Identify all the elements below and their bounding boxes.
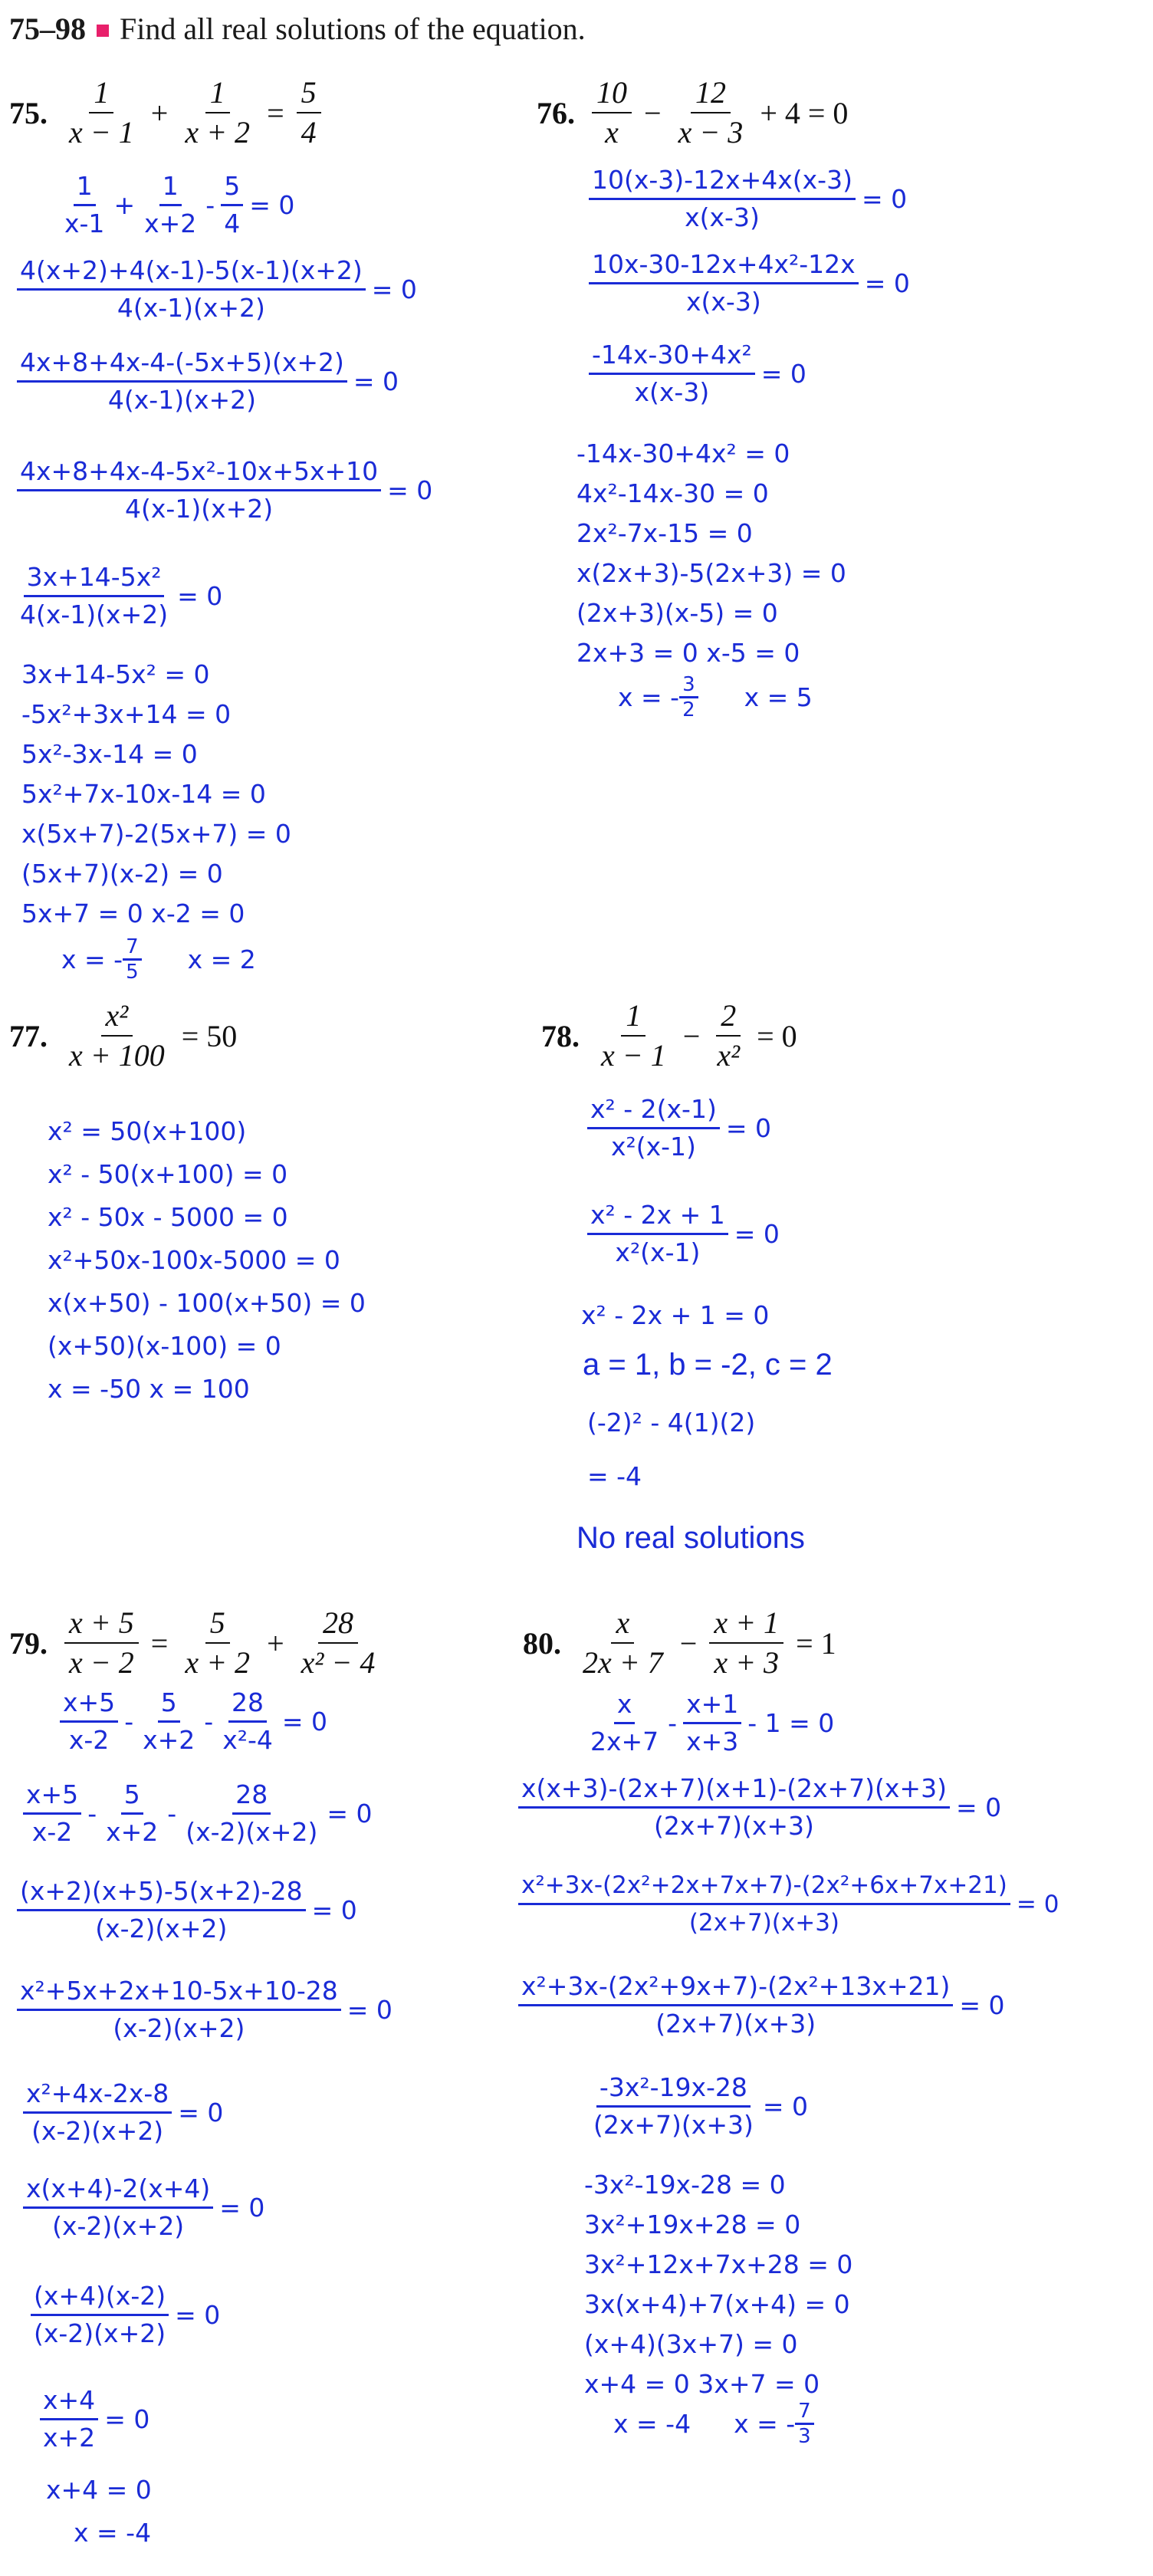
p75-step-line: 5x²+7x-10x-14 = 0 — [21, 779, 266, 809]
fraction: $\frac{\text{x²}}{x + 100}$ — [69, 998, 165, 1073]
p80-step-line: 3x²+12x+7x+28 = 0 — [584, 2249, 853, 2279]
p76-step-fraction: $\frac{\text{10x-30-12x+4x²-12x}}{x(x-3)}$ = 0 — [589, 247, 910, 320]
problem-80-equation: 80. $\frac{x}{2x + 7}$ − $\frac{x + 1}{x + 3}$ = 1 — [523, 1604, 843, 1682]
p76-solutions: x = - 3 2 x = 5 — [618, 673, 813, 721]
fraction: $\frac{5}{4}$ — [297, 74, 321, 152]
problem-number: 78. — [541, 1018, 580, 1053]
p79-step-fraction: $\frac{\text{x²+5x+2x+10-5x+10-28}}{(x-2)(x+2)}$ = 0 — [17, 1973, 393, 2046]
p75-step-line: 5x²-3x-14 = 0 — [21, 739, 198, 769]
p80-step-line: 3x(x+4)+7(x+4) = 0 — [584, 2289, 850, 2319]
p75-step-fraction: $\frac{4x+8+4x-4-(-5x+5)(x+2)}{4(x-1)(x+2)}$ = 0 — [17, 345, 399, 418]
problem-number: 75. — [9, 95, 48, 130]
p79-step-fraction: x+5 x-2 - 5 x+2 - $\frac{28}{\text{x²-4}}$ = 0 — [60, 1685, 327, 1758]
p79-solutions: x = -4 — [74, 2518, 152, 2548]
p79-step-fraction: $\frac{(x+2)(x+5)-5(x+2)-28}{(x-2)(x+2)}$ = 0 — [17, 1874, 357, 1947]
pink-square-icon — [97, 25, 109, 37]
p80-step-fraction: x 2x+7 - x+1 x+3 - 1 = 0 — [587, 1687, 834, 1760]
p75-step-line: 5x+7 = 0 x-2 = 0 — [21, 899, 245, 928]
p80-step-line: (x+4)(3x+7) = 0 — [584, 2329, 798, 2359]
p78-step-fraction: $\frac{\text{x² - 2x + 1}}{\text{x²(x-1)}}$ = 0 — [587, 1198, 780, 1270]
p80-step-fraction: $\frac{\text{x²+3x-(2x²+2x+7x+7)-(2x²+6x+7x+21)}}{(2x+7)(x+3)}$ = 0 — [518, 1868, 1059, 1940]
fraction: $\frac{12}{x - 3}$ — [678, 75, 744, 150]
p76-step-line: -14x-30+4x² = 0 — [576, 439, 790, 468]
p77-step-line: (x+50)(x-100) = 0 — [48, 1331, 281, 1361]
p76-step-line: 4x²-14x-30 = 0 — [576, 478, 769, 508]
p80-step-fraction: $\frac{\text{x²+3x-(2x²+9x+7)-(2x²+13x+21)}}{(2x+7)(x+3)}$ = 0 — [518, 1969, 1005, 2042]
p79-step-fraction: $\frac{x+4}{x+2}$ = 0 — [40, 2383, 149, 2456]
p75-step-line: (5x+7)(x-2) = 0 — [21, 859, 223, 889]
fraction: $\frac{1}{x - 1}$ — [69, 75, 134, 150]
p78-step-line: (-2)² - 4(1)(2) — [587, 1408, 756, 1438]
p75-step-fraction: $\frac{\text{4x+8+4x-4-5x²-10x+5x+10}}{4(x-1)(x+2)}$ = 0 — [17, 454, 432, 527]
fraction: $\frac{1}{x + 2}$ — [185, 75, 251, 150]
p79-step-line: x+4 = 0 — [46, 2475, 152, 2505]
problem-number: 77. — [9, 1018, 48, 1053]
problem-78-equation: 78. $\frac{1}{x - 1}$ − $\frac{2}{\text{x²}}$ = 0 — [541, 997, 803, 1075]
p75-step-fraction: $\frac{\text{3x+14-5x²}}{4(x-1)(x+2)}$ = 0 — [17, 560, 222, 632]
fraction: $\frac{x + 1}{x + 3}$ — [709, 1604, 783, 1682]
problem-number: 79. — [9, 1625, 48, 1661]
p80-step-line: 3x²+19x+28 = 0 — [584, 2210, 801, 2239]
p75-solutions: x = - 7 5 x = 2 — [61, 935, 256, 984]
problem-79-equation: 79. $\frac{x + 5}{x - 2}$ = $\frac{5}{x + 2}$ + $\frac{28}{\text{x² − 4}}$ — [9, 1604, 386, 1682]
fraction: $\frac{x + 5}{x - 2}$ — [64, 1604, 139, 1682]
p78-coefficients: a = 1, b = -2, c = 2 — [583, 1348, 833, 1382]
p76-step-fraction: $\frac{10(x-3)-12x+4x(x-3)}{x(x-3)}$ = 0 — [589, 163, 907, 235]
p77-step-line: x²+50x-100x-5000 = 0 — [48, 1245, 340, 1275]
p75-step-fraction: 1 x-1 + $\frac{1}{x+2}$ - $\frac{5}{4}$ = 0 — [61, 169, 294, 242]
p78-conclusion: No real solutions — [576, 1521, 805, 1555]
p80-step-fraction: $\frac{\text{-3x²-19x-28}}{(2x+7)(x+3)}$ = 0 — [590, 2070, 808, 2143]
p80-step-fraction: $\frac{x(x+3)-(2x+7)(x+1)-(2x+7)(x+3)}{(2x+7)(x+3)}$ = 0 — [518, 1771, 1001, 1844]
p79-step-fraction: x+5 x-2 - 5 x+2 - $\frac{28}{(x-2)(x+2)}$ = 0 — [23, 1777, 372, 1850]
fraction: $\frac{5}{x + 2}$ — [185, 1605, 251, 1680]
p76-step-fraction: $\frac{\text{-14x-30+4x²}}{x(x-3)}$ = 0 — [589, 337, 806, 410]
p77-step-line: x(x+50) - 100(x+50) = 0 — [48, 1288, 366, 1318]
problem-76-equation: 76. $\frac{10}{x}$ − $\frac{12}{x - 3}$ + 4 = 0 — [537, 74, 854, 152]
p78-step-line: = -4 — [587, 1461, 642, 1491]
problem-number: 76. — [537, 95, 575, 130]
p77-step-line: x² = 50(x+100) — [48, 1116, 247, 1146]
exercise-range: 75–98 — [9, 12, 86, 46]
p75-step-line: x(5x+7)-2(5x+7) = 0 — [21, 819, 291, 849]
fraction: $\frac{x}{2x + 7}$ — [583, 1605, 663, 1680]
p77-step-line: x² - 50x - 5000 = 0 — [48, 1202, 288, 1232]
problem-number: 80. — [523, 1625, 561, 1661]
fraction: $\frac{28}{\text{x² − 4}}$ — [301, 1605, 376, 1680]
problem-75-equation: 75. $\frac{1}{x - 1}$ + $\frac{1}{x + 2}$ = $\frac{5}{4}$ — [9, 74, 327, 152]
p80-solutions: x = -4 x = - 7 3 — [613, 2400, 814, 2448]
p79-step-fraction: $\frac{x(x+4)-2(x+4)}{(x-2)(x+2)}$ = 0 — [23, 2171, 264, 2244]
p76-step-line: x(2x+3)-5(2x+3) = 0 — [576, 558, 846, 588]
p76-step-line: (2x+3)(x-5) = 0 — [576, 598, 778, 628]
problem-77-equation: 77. $\frac{\text{x²}}{x + 100}$ = 50 — [9, 997, 243, 1075]
p80-step-line: x+4 = 0 3x+7 = 0 — [584, 2369, 820, 2399]
p78-step-line: x² - 2x + 1 = 0 — [581, 1300, 770, 1330]
p75-step-line: -5x²+3x+14 = 0 — [21, 699, 232, 729]
section-header — [9, 11, 586, 47]
fraction: $\frac{1}{x - 1}$ — [601, 998, 666, 1073]
p75-step-fraction: $\frac{4(x+2)+4(x-1)-5(x-1)(x+2)}{4(x-1)(x+2)}$ = 0 — [17, 253, 417, 326]
p80-step-line: -3x²-19x-28 = 0 — [584, 2170, 786, 2200]
instruction-text: Find all real solutions of the equation. — [120, 12, 586, 46]
p76-step-line: 2x²-7x-15 = 0 — [576, 518, 753, 548]
fraction: $\frac{2}{\text{x²}}$ — [717, 998, 741, 1073]
p77-solutions: x = -50 x = 100 — [48, 1374, 250, 1404]
p76-step-line: 2x+3 = 0 x-5 = 0 — [576, 638, 800, 668]
p79-step-fraction: $\frac{(x+4)(x-2)}{(x-2)(x+2)}$ = 0 — [31, 2279, 220, 2351]
p79-step-fraction: $\frac{\text{x²+4x-2x-8}}{(x-2)(x+2)}$ = 0 — [23, 2076, 223, 2149]
p75-step-line: 3x+14-5x² = 0 — [21, 659, 210, 689]
p78-step-fraction: $\frac{\text{x² - 2(x-1)}}{\text{x²(x-1)}}$ = 0 — [587, 1092, 771, 1165]
p77-step-line: x² - 50(x+100) = 0 — [48, 1159, 288, 1189]
fraction: $\frac{10}{x}$ — [592, 74, 632, 152]
